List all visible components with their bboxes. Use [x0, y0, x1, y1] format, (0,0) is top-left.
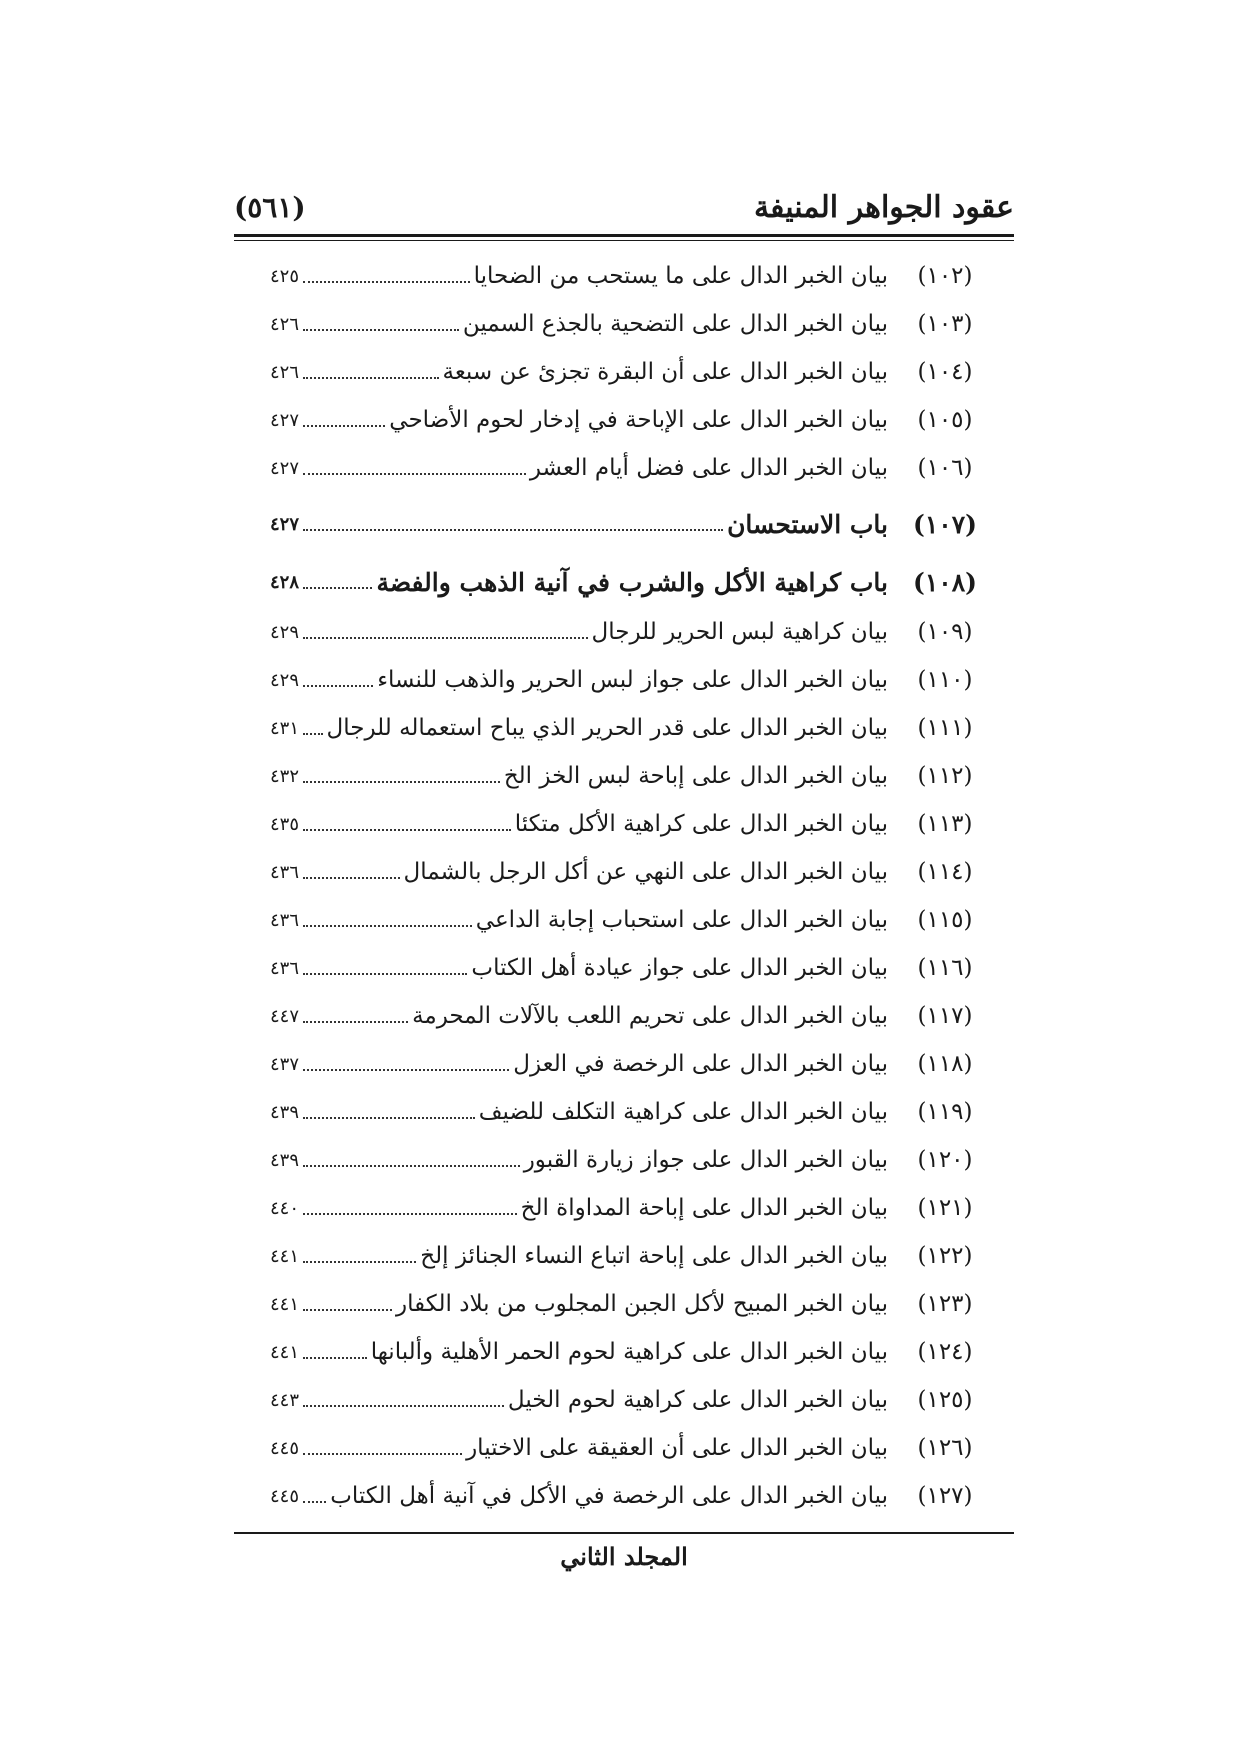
- header-rule: [234, 234, 1014, 237]
- entry-title: بيان الخبر الدال على الإباحة في إدخار لحوم الأضاحي: [389, 407, 888, 433]
- dot-leader: [303, 1021, 408, 1023]
- entry-number: (١٠٣): [917, 311, 973, 337]
- entry-number: (١١٧): [917, 1003, 973, 1029]
- table-of-contents: [270, 252, 982, 1520]
- dot-leader: [303, 1261, 416, 1263]
- entry-number: (١١٢): [917, 763, 973, 789]
- toc-entry: [270, 800, 982, 848]
- entry-page: ٤٤١: [270, 1245, 300, 1267]
- toc-entry: [270, 1424, 982, 1472]
- dot-leader: [303, 925, 472, 927]
- entry-title: بيان الخبر الدال على تحريم اللعب بالآلات المحرمة: [412, 1003, 888, 1029]
- entry-page: ٤٢٥: [270, 265, 300, 287]
- entry-title: بيان الخبر الدال على النهي عن أكل الرجل بالشمال: [403, 859, 888, 885]
- dot-leader: [303, 1069, 509, 1071]
- entry-number: (١٢٤): [917, 1339, 973, 1365]
- entry-number: (١٠٨): [913, 567, 977, 597]
- toc-entry: [270, 944, 982, 992]
- toc-entry: [270, 1280, 982, 1328]
- entry-page: ٤٢٦: [270, 313, 300, 335]
- dot-leader: [303, 781, 500, 783]
- entry-page: ٤٢٩: [270, 669, 300, 691]
- entry-title: بيان الخبر الدال على كراهية الأكل متكئا: [514, 811, 888, 837]
- entry-number: (١١٠): [917, 667, 973, 693]
- toc-entry: [270, 608, 982, 656]
- entry-title: بيان الخبر الدال على كراهية لحوم الحمر الأهلية وألبانها: [370, 1339, 888, 1365]
- entry-number: (١٠٦): [917, 455, 973, 481]
- entry-title: بيان الخبر الدال على كراهية لحوم الخيل: [507, 1387, 888, 1413]
- entry-number: (١٢٢): [917, 1243, 973, 1269]
- dot-leader: [303, 281, 470, 283]
- entry-title: بيان الخبر الدال على إباحة لبس الخز الخ: [503, 763, 888, 789]
- dot-leader: [303, 529, 723, 531]
- entry-number: (١٢٧): [917, 1483, 973, 1509]
- entry-title: بيان الخبر الدال على جواز زيارة القبور: [523, 1147, 888, 1173]
- dot-leader: [303, 1501, 326, 1503]
- entry-number: (١٢٦): [917, 1435, 973, 1461]
- toc-entry: [270, 1232, 982, 1280]
- entry-page: ٤٢٧: [270, 513, 300, 535]
- entry-title: بيان الخبر الدال على الرخصة في العزل: [513, 1051, 888, 1077]
- dot-leader: [303, 1117, 475, 1119]
- dot-leader: [303, 1309, 392, 1311]
- entry-page: ٤٤١: [270, 1341, 300, 1363]
- dot-leader: [303, 587, 372, 589]
- entry-page: ٤٣١: [270, 717, 300, 739]
- entry-page: ٤٣٦: [270, 861, 300, 883]
- toc-entry: [270, 752, 982, 800]
- entry-title: بيان الخبر الدال على جواز عيادة أهل الكتاب: [471, 955, 888, 981]
- entry-page: ٤٣٦: [270, 957, 300, 979]
- entry-number: (١٢١): [917, 1195, 973, 1221]
- entry-number: (١١١): [917, 715, 973, 741]
- toc-entry: [270, 848, 982, 896]
- dot-leader: [303, 1405, 504, 1407]
- entry-page: ٤٢٧: [270, 457, 300, 479]
- entry-title: بيان الخبر الدال على قدر الحرير الذي يباح استعماله للرجال: [326, 715, 888, 741]
- book-title: عقود الجواهر المنيفة: [753, 189, 1014, 225]
- entry-number: (١٢٣): [917, 1291, 973, 1317]
- entry-title: بيان الخبر الدال على ما يستحب من الضحايا: [473, 263, 888, 289]
- toc-entry: [270, 992, 982, 1040]
- dot-leader: [303, 637, 588, 639]
- toc-entry: [270, 396, 982, 444]
- dot-leader: [303, 473, 526, 475]
- dot-leader: [303, 1213, 517, 1215]
- entry-number: (١١٤): [917, 859, 973, 885]
- entry-page: ٤٣٦: [270, 909, 300, 931]
- dot-leader: [303, 377, 438, 379]
- entry-title: بيان الخبر الدال على التضحية بالجذع السمين: [462, 311, 888, 337]
- entry-page: ٤٣٩: [270, 1101, 300, 1123]
- volume-footer: المجلد الثاني: [560, 1542, 688, 1571]
- toc-chapter-entry: [270, 498, 982, 550]
- entry-page: ٤٣٢: [270, 765, 300, 787]
- header-rule-thin: [234, 240, 1014, 241]
- dot-leader: [303, 425, 385, 427]
- toc-entry: [270, 656, 982, 704]
- entry-title: بيان الخبر الدال على كراهية التكلف للضيف: [478, 1099, 888, 1125]
- entry-page: ٤٤١: [270, 1293, 300, 1315]
- entry-number: (١٠٩): [917, 619, 973, 645]
- entry-number: (١٢٥): [917, 1387, 973, 1413]
- entry-page: ٤٢٧: [270, 409, 300, 431]
- toc-entry: [270, 300, 982, 348]
- toc-entry: [270, 1040, 982, 1088]
- footer-rule: [234, 1532, 1014, 1534]
- entry-number: (١١٣): [917, 811, 973, 837]
- entry-page: ٤٢٩: [270, 621, 300, 643]
- toc-entry: [270, 252, 982, 300]
- entry-page: ٤٣٩: [270, 1149, 300, 1171]
- entry-page: ٤٣٧: [270, 1053, 300, 1075]
- entry-page: ٤٢٨: [270, 571, 300, 593]
- toc-entry: [270, 1088, 982, 1136]
- entry-number: (١٢٠): [917, 1147, 973, 1173]
- entry-title: بيان الخبر الدال على استحباب إجابة الداعي: [475, 907, 888, 933]
- dot-leader: [303, 685, 373, 687]
- dot-leader: [303, 877, 400, 879]
- entry-page: ٤٤٥: [270, 1485, 300, 1507]
- toc-entry: [270, 1376, 982, 1424]
- entry-title: بيان الخبر الدال على الرخصة في الأكل في آنية أهل الكتاب: [330, 1483, 888, 1509]
- chapter-title: باب الاستحسان: [727, 509, 888, 539]
- toc-entry: [270, 348, 982, 396]
- entry-title: بيان الخبر الدال على إباحة المداواة الخ: [520, 1195, 888, 1221]
- entry-title: بيان الخبر الدال على إباحة اتباع النساء الجنائز إلخ: [420, 1243, 888, 1269]
- dot-leader: [303, 973, 467, 975]
- toc-entry: [270, 896, 982, 944]
- entry-title: بيان كراهية لبس الحرير للرجال: [591, 619, 888, 645]
- entry-page: ٤٤٥: [270, 1437, 300, 1459]
- page-number: (٥٦١): [234, 190, 306, 224]
- entry-title: بيان الخبر الدال على أن العقيقة على الاختيار: [466, 1435, 888, 1461]
- entry-number: (١١٥): [917, 907, 973, 933]
- entry-title: بيان الخبر الدال على أن البقرة تجزئ عن سبعة: [442, 359, 888, 385]
- toc-entry: [270, 1328, 982, 1376]
- entry-number: (١١٦): [917, 955, 973, 981]
- toc-entry: [270, 1136, 982, 1184]
- toc-entry: [270, 1472, 982, 1520]
- dot-leader: [303, 733, 323, 735]
- toc-chapter-entry: [270, 556, 982, 608]
- entry-title: بيان الخبر الدال على فضل أيام العشر: [529, 455, 888, 481]
- entry-page: ٤٤٠: [270, 1197, 300, 1219]
- chapter-title: باب كراهية الأكل والشرب في آنية الذهب والفضة: [376, 567, 888, 597]
- toc-entry: [270, 1184, 982, 1232]
- dot-leader: [303, 1165, 520, 1167]
- entry-number: (١٠٢): [917, 263, 973, 289]
- dot-leader: [303, 1453, 462, 1455]
- entry-page: ٤٤٣: [270, 1389, 300, 1411]
- entry-title: بيان الخبر المبيح لأكل الجبن المجلوب من بلاد الكفار: [396, 1291, 888, 1317]
- entry-number: (١١٨): [917, 1051, 973, 1077]
- entry-page: ٤٢٦: [270, 361, 300, 383]
- entry-number: (١٠٥): [917, 407, 973, 433]
- entry-title: بيان الخبر الدال على جواز لبس الحرير والذهب للنساء: [377, 667, 888, 693]
- toc-entry: [270, 444, 982, 492]
- running-header: [234, 184, 1014, 230]
- entry-number: (١٠٤): [917, 359, 973, 385]
- entry-page: ٤٤٧: [270, 1005, 300, 1027]
- dot-leader: [303, 329, 459, 331]
- dot-leader: [303, 1357, 367, 1359]
- entry-number: (١٠٧): [913, 509, 977, 539]
- entry-number: (١١٩): [917, 1099, 973, 1125]
- toc-entry: [270, 704, 982, 752]
- entry-page: ٤٣٥: [270, 813, 300, 835]
- dot-leader: [303, 829, 511, 831]
